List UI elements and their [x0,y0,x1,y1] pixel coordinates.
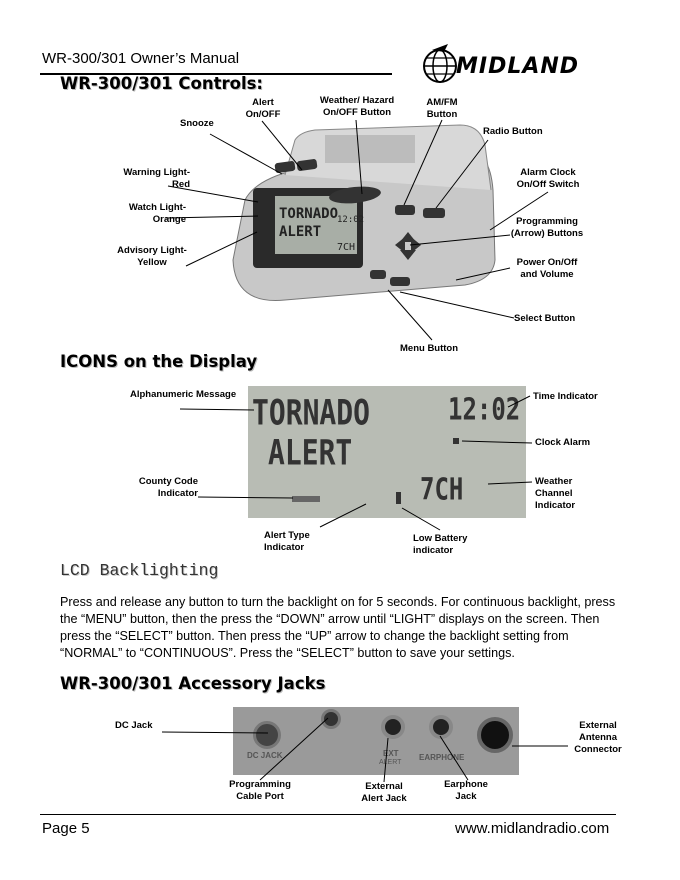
alert-onoff-label: Alert On/OFF [245,97,281,120]
watch-light-label: Watch Light- Orange [128,202,186,225]
time-indicator-label: Time Indicator [533,391,598,402]
controls-heading: WR-300/301 Controls: [60,74,264,93]
programming-label: Programming (Arrow) Buttons [510,216,584,239]
alarm-clock-label: Alarm Clock On/Off Switch [516,167,580,190]
panel-earphone-text: EARPHONE [419,753,465,762]
lcd-time: 12:02 [448,392,521,427]
radio-lcd-channel: 7CH [337,242,356,253]
panel-ext-text: EXT [383,749,399,758]
snooze-label: Snooze [180,118,214,129]
jacks-heading: WR-300/301 Accessory Jacks [60,674,326,693]
warning-light-label: Warning Light- Red [123,167,190,190]
select-label: Select Button [514,313,576,324]
panel-alert-text: ALERT [379,759,402,766]
power-volume-label: Power On/Off and Volume [516,257,578,280]
earphone-label: Earphone Jack [444,779,488,802]
backlight-heading: LCD Backlighting [60,561,219,580]
lcd-line1: TORNADO [252,392,371,434]
page-number: Page 5 [42,820,90,837]
brand-logo: MIDLAND [456,54,580,79]
radio-lcd-time: 12:02 [337,215,365,225]
radio-lcd-line2: ALERT [279,224,322,240]
amfm-label: AM/FM Button [426,97,458,120]
icons-heading: ICONS on the Display [60,352,258,371]
alphanumeric-label: Alphanumeric Message [130,389,237,400]
ext-alert-label: External Alert Jack [361,781,407,804]
icon-leader-lines [0,380,680,540]
radio-label: Radio Button [483,126,543,137]
menu-label: Menu Button [400,343,459,354]
weather-channel-label: Weather Channel Indicator [535,476,576,511]
antenna-label: External Antenna Connector [574,720,622,755]
panel-dc-text: DC JACK [247,751,283,760]
jack-leader-lines [0,700,680,790]
radio-lcd-line1: TORNADO [279,206,339,222]
advisory-label: Advisory Light- Yellow [117,245,187,268]
weather-hazard-label: Weather/ Hazard On/OFF Button [319,95,395,118]
backlight-paragraph: Press and release any button to turn the backlight on for 5 seconds. For continuous backlight, press the “MENU” button, then the press the “DOWN” arrow until “LIGHT” displays on the screen. Then press the “SELECT” button. Then press the “UP” arrow to change the backlight setting from “NORMAL” to “CONTINUOUS”. Press the “SELECT” button to save your settings. [60,595,616,660]
lcd-line2: ALERT [268,432,353,474]
website-url: www.midlandradio.com [455,820,610,837]
prog-cable-label: Programming Cable Port [229,779,291,802]
footer-rule [40,814,616,815]
manual-title: WR-300/301 Owner’s Manual [42,50,240,67]
dc-jack-label: DC Jack [115,720,153,731]
low-battery-label: Low Battery indicator [413,533,468,556]
clock-alarm-label: Clock Alarm [535,437,591,448]
alert-type-label: Alert Type Indicator [264,530,310,553]
lcd-channel: 7CH [420,472,464,507]
control-leader-lines [0,0,680,360]
county-code-label: County Code Indicator [138,476,198,499]
